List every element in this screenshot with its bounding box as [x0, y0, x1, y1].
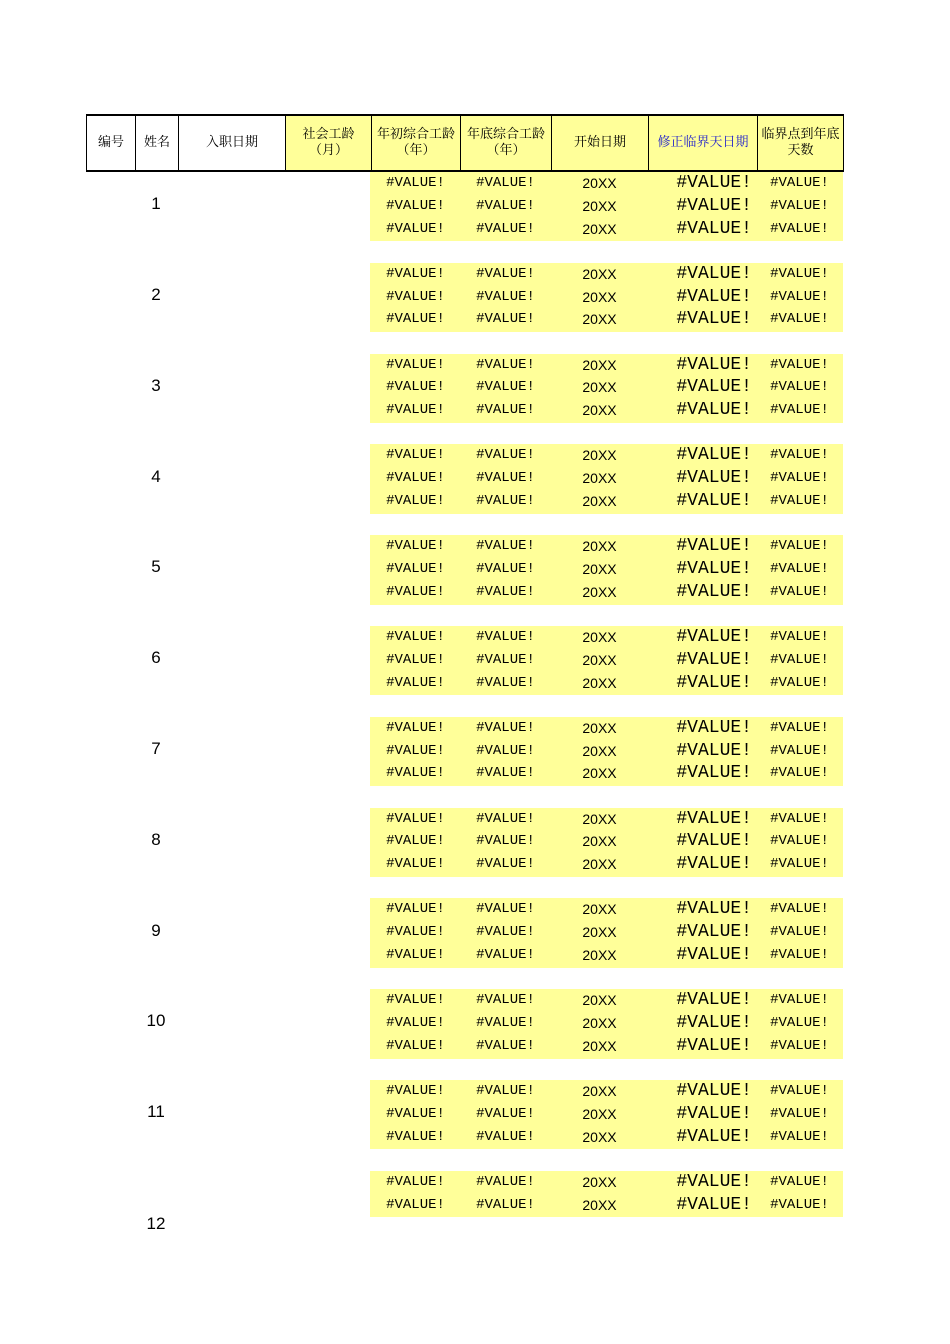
end-year-seniority-cell[interactable]: #VALUE! — [476, 402, 535, 419]
adjusted-critical-date-cell[interactable]: #VALUE! — [676, 1103, 752, 1124]
start-date-cell[interactable]: 20XX — [582, 1037, 617, 1054]
start-year-seniority-cell[interactable]: #VALUE! — [386, 833, 445, 850]
start-date-cell[interactable]: 20XX — [582, 197, 617, 214]
start-date-cell[interactable]: 20XX — [582, 946, 617, 963]
start-year-seniority-cell[interactable]: #VALUE! — [386, 379, 445, 396]
end-year-seniority-cell[interactable]: #VALUE! — [476, 810, 535, 827]
start-year-seniority-cell[interactable]: #VALUE! — [386, 402, 445, 419]
days-to-year-end-cell[interactable]: #VALUE! — [770, 356, 829, 373]
adjusted-critical-date-cell[interactable]: #VALUE! — [676, 1126, 752, 1147]
adjusted-critical-date-cell[interactable]: #VALUE! — [676, 1012, 752, 1033]
adjusted-critical-date-cell[interactable]: #VALUE! — [676, 899, 752, 920]
start-year-seniority-cell[interactable]: #VALUE! — [386, 560, 445, 577]
end-year-seniority-cell[interactable]: #VALUE! — [476, 719, 535, 736]
end-year-seniority-cell[interactable]: #VALUE! — [476, 492, 535, 509]
days-to-year-end-cell[interactable]: #VALUE! — [770, 1105, 829, 1122]
end-year-seniority-cell[interactable]: #VALUE! — [476, 1196, 535, 1213]
start-year-seniority-cell[interactable]: #VALUE! — [386, 651, 445, 668]
end-year-seniority-cell[interactable]: #VALUE! — [476, 924, 535, 941]
days-to-year-end-cell[interactable]: #VALUE! — [770, 1014, 829, 1031]
end-year-seniority-cell[interactable]: #VALUE! — [476, 901, 535, 918]
days-to-year-end-cell[interactable]: #VALUE! — [770, 765, 829, 782]
days-to-year-end-cell[interactable]: #VALUE! — [770, 560, 829, 577]
record-number[interactable]: 4 — [151, 466, 161, 486]
adjusted-critical-date-cell[interactable]: #VALUE! — [676, 581, 752, 602]
record-number[interactable]: 3 — [151, 375, 161, 395]
start-date-cell[interactable]: 20XX — [582, 288, 617, 305]
adjusted-critical-date-cell[interactable]: #VALUE! — [676, 558, 752, 579]
adjusted-critical-date-cell[interactable]: #VALUE! — [676, 854, 752, 875]
start-year-seniority-cell[interactable]: #VALUE! — [386, 175, 445, 191]
start-date-cell[interactable]: 20XX — [582, 992, 617, 1009]
days-to-year-end-cell[interactable]: #VALUE! — [770, 197, 829, 214]
start-year-seniority-cell[interactable]: #VALUE! — [386, 492, 445, 509]
start-date-cell[interactable]: 20XX — [582, 742, 617, 759]
start-date-cell[interactable]: 20XX — [582, 492, 617, 509]
days-to-year-end-cell[interactable]: #VALUE! — [770, 265, 829, 282]
start-date-cell[interactable]: 20XX — [582, 629, 617, 645]
header-id[interactable]: 编号 — [87, 116, 136, 170]
end-year-seniority-cell[interactable]: #VALUE! — [476, 197, 535, 214]
start-year-seniority-cell[interactable]: #VALUE! — [386, 447, 445, 464]
header-end-year-seniority[interactable]: 年底综合工龄（年） — [461, 116, 552, 170]
start-year-seniority-cell[interactable]: #VALUE! — [386, 1128, 445, 1145]
end-year-seniority-cell[interactable]: #VALUE! — [476, 765, 535, 782]
end-year-seniority-cell[interactable]: #VALUE! — [476, 651, 535, 668]
start-year-seniority-cell[interactable]: #VALUE! — [386, 946, 445, 963]
start-year-seniority-cell[interactable]: #VALUE! — [386, 856, 445, 873]
end-year-seniority-cell[interactable]: #VALUE! — [476, 1128, 535, 1145]
start-year-seniority-cell[interactable]: #VALUE! — [386, 197, 445, 214]
start-date-cell[interactable]: 20XX — [582, 719, 617, 736]
start-year-seniority-cell[interactable]: #VALUE! — [386, 992, 445, 1009]
end-year-seniority-cell[interactable]: #VALUE! — [476, 175, 535, 191]
end-year-seniority-cell[interactable]: #VALUE! — [476, 538, 535, 555]
adjusted-critical-date-cell[interactable]: #VALUE! — [676, 1171, 752, 1192]
adjusted-critical-date-cell[interactable]: #VALUE! — [676, 218, 752, 239]
days-to-year-end-cell[interactable]: #VALUE! — [770, 402, 829, 419]
start-year-seniority-cell[interactable]: #VALUE! — [386, 1105, 445, 1122]
days-to-year-end-cell[interactable]: #VALUE! — [770, 1173, 829, 1190]
start-date-cell[interactable]: 20XX — [582, 651, 617, 668]
end-year-seniority-cell[interactable]: #VALUE! — [476, 265, 535, 282]
adjusted-critical-date-cell[interactable]: #VALUE! — [676, 468, 752, 489]
end-year-seniority-cell[interactable]: #VALUE! — [476, 356, 535, 373]
header-start-date[interactable]: 开始日期 — [552, 116, 649, 170]
header-start-year-seniority[interactable]: 年初综合工龄（年） — [372, 116, 461, 170]
days-to-year-end-cell[interactable]: #VALUE! — [770, 1196, 829, 1213]
adjusted-critical-date-cell[interactable]: #VALUE! — [676, 922, 752, 943]
adjusted-critical-date-cell[interactable]: #VALUE! — [676, 990, 752, 1011]
start-year-seniority-cell[interactable]: #VALUE! — [386, 311, 445, 328]
start-date-cell[interactable]: 20XX — [582, 470, 617, 487]
record-number[interactable]: 12 — [146, 1214, 166, 1234]
end-year-seniority-cell[interactable]: #VALUE! — [476, 856, 535, 873]
end-year-seniority-cell[interactable]: #VALUE! — [476, 674, 535, 691]
start-date-cell[interactable]: 20XX — [582, 924, 617, 941]
header-adjusted-critical-date[interactable]: 修正临界天日期 — [649, 116, 758, 170]
start-year-seniority-cell[interactable]: #VALUE! — [386, 674, 445, 691]
start-date-cell[interactable]: 20XX — [582, 220, 617, 237]
record-number[interactable]: 8 — [151, 829, 161, 849]
end-year-seniority-cell[interactable]: #VALUE! — [476, 560, 535, 577]
end-year-seniority-cell[interactable]: #VALUE! — [476, 629, 535, 645]
days-to-year-end-cell[interactable]: #VALUE! — [770, 810, 829, 827]
start-year-seniority-cell[interactable]: #VALUE! — [386, 810, 445, 827]
adjusted-critical-date-cell[interactable]: #VALUE! — [676, 173, 752, 193]
start-year-seniority-cell[interactable]: #VALUE! — [386, 470, 445, 487]
end-year-seniority-cell[interactable]: #VALUE! — [476, 311, 535, 328]
start-date-cell[interactable]: 20XX — [582, 810, 617, 827]
end-year-seniority-cell[interactable]: #VALUE! — [476, 288, 535, 305]
start-date-cell[interactable]: 20XX — [582, 1105, 617, 1122]
days-to-year-end-cell[interactable]: #VALUE! — [770, 629, 829, 645]
end-year-seniority-cell[interactable]: #VALUE! — [476, 992, 535, 1009]
adjusted-critical-date-cell[interactable]: #VALUE! — [676, 1194, 752, 1215]
days-to-year-end-cell[interactable]: #VALUE! — [770, 1128, 829, 1145]
end-year-seniority-cell[interactable]: #VALUE! — [476, 1037, 535, 1054]
days-to-year-end-cell[interactable]: #VALUE! — [770, 719, 829, 736]
end-year-seniority-cell[interactable]: #VALUE! — [476, 946, 535, 963]
adjusted-critical-date-cell[interactable]: #VALUE! — [676, 672, 752, 693]
adjusted-critical-date-cell[interactable]: #VALUE! — [676, 309, 752, 330]
days-to-year-end-cell[interactable]: #VALUE! — [770, 946, 829, 963]
start-year-seniority-cell[interactable]: #VALUE! — [386, 356, 445, 373]
adjusted-critical-date-cell[interactable]: #VALUE! — [676, 808, 752, 829]
start-date-cell[interactable]: 20XX — [582, 560, 617, 577]
days-to-year-end-cell[interactable]: #VALUE! — [770, 470, 829, 487]
adjusted-critical-date-cell[interactable]: #VALUE! — [676, 286, 752, 307]
days-to-year-end-cell[interactable]: #VALUE! — [770, 1037, 829, 1054]
start-date-cell[interactable]: 20XX — [582, 402, 617, 419]
record-number[interactable]: 10 — [146, 1011, 166, 1031]
start-date-cell[interactable]: 20XX — [582, 1196, 617, 1213]
adjusted-critical-date-cell[interactable]: #VALUE! — [676, 536, 752, 557]
start-year-seniority-cell[interactable]: #VALUE! — [386, 538, 445, 555]
start-year-seniority-cell[interactable]: #VALUE! — [386, 1083, 445, 1099]
days-to-year-end-cell[interactable]: #VALUE! — [770, 175, 829, 191]
record-number[interactable]: 2 — [151, 284, 161, 304]
days-to-year-end-cell[interactable]: #VALUE! — [770, 1083, 829, 1099]
days-to-year-end-cell[interactable]: #VALUE! — [770, 742, 829, 759]
days-to-year-end-cell[interactable]: #VALUE! — [770, 538, 829, 555]
adjusted-critical-date-cell[interactable]: #VALUE! — [676, 649, 752, 670]
end-year-seniority-cell[interactable]: #VALUE! — [476, 220, 535, 237]
days-to-year-end-cell[interactable]: #VALUE! — [770, 288, 829, 305]
days-to-year-end-cell[interactable]: #VALUE! — [770, 674, 829, 691]
start-date-cell[interactable]: 20XX — [582, 265, 617, 282]
header-days-to-year-end[interactable]: 临界点到年底天数 — [758, 116, 843, 170]
adjusted-critical-date-cell[interactable]: #VALUE! — [676, 377, 752, 398]
start-date-cell[interactable]: 20XX — [582, 1083, 617, 1099]
days-to-year-end-cell[interactable]: #VALUE! — [770, 220, 829, 237]
record-number[interactable]: 7 — [151, 738, 161, 758]
start-date-cell[interactable]: 20XX — [582, 856, 617, 873]
start-date-cell[interactable]: 20XX — [582, 674, 617, 691]
start-date-cell[interactable]: 20XX — [582, 379, 617, 396]
start-year-seniority-cell[interactable]: #VALUE! — [386, 719, 445, 736]
start-date-cell[interactable]: 20XX — [582, 901, 617, 918]
record-number[interactable]: 6 — [151, 648, 161, 668]
start-year-seniority-cell[interactable]: #VALUE! — [386, 1037, 445, 1054]
adjusted-critical-date-cell[interactable]: #VALUE! — [676, 831, 752, 852]
days-to-year-end-cell[interactable]: #VALUE! — [770, 447, 829, 464]
start-date-cell[interactable]: 20XX — [582, 583, 617, 600]
adjusted-critical-date-cell[interactable]: #VALUE! — [676, 944, 752, 965]
adjusted-critical-date-cell[interactable]: #VALUE! — [676, 195, 752, 216]
days-to-year-end-cell[interactable]: #VALUE! — [770, 583, 829, 600]
start-date-cell[interactable]: 20XX — [582, 765, 617, 782]
start-year-seniority-cell[interactable]: #VALUE! — [386, 924, 445, 941]
start-year-seniority-cell[interactable]: #VALUE! — [386, 901, 445, 918]
adjusted-critical-date-cell[interactable]: #VALUE! — [676, 445, 752, 466]
end-year-seniority-cell[interactable]: #VALUE! — [476, 447, 535, 464]
days-to-year-end-cell[interactable]: #VALUE! — [770, 833, 829, 850]
adjusted-critical-date-cell[interactable]: #VALUE! — [676, 490, 752, 511]
days-to-year-end-cell[interactable]: #VALUE! — [770, 924, 829, 941]
start-date-cell[interactable]: 20XX — [582, 311, 617, 328]
adjusted-critical-date-cell[interactable]: #VALUE! — [676, 400, 752, 421]
record-number[interactable]: 11 — [147, 1102, 165, 1122]
spreadsheet — [86, 114, 844, 1234]
days-to-year-end-cell[interactable]: #VALUE! — [770, 311, 829, 328]
days-to-year-end-cell[interactable]: #VALUE! — [770, 856, 829, 873]
end-year-seniority-cell[interactable]: #VALUE! — [476, 1014, 535, 1031]
start-date-cell[interactable]: 20XX — [582, 447, 617, 464]
start-year-seniority-cell[interactable]: #VALUE! — [386, 765, 445, 782]
end-year-seniority-cell[interactable]: #VALUE! — [476, 379, 535, 396]
end-year-seniority-cell[interactable]: #VALUE! — [476, 742, 535, 759]
start-year-seniority-cell[interactable]: #VALUE! — [386, 220, 445, 237]
record-number[interactable]: 1 — [151, 194, 161, 214]
end-year-seniority-cell[interactable]: #VALUE! — [476, 1083, 535, 1099]
days-to-year-end-cell[interactable]: #VALUE! — [770, 492, 829, 509]
adjusted-critical-date-cell[interactable]: #VALUE! — [676, 263, 752, 284]
end-year-seniority-cell[interactable]: #VALUE! — [476, 583, 535, 600]
header-hire-date[interactable]: 入职日期 — [179, 116, 286, 170]
adjusted-critical-date-cell[interactable]: #VALUE! — [676, 1035, 752, 1056]
days-to-year-end-cell[interactable]: #VALUE! — [770, 379, 829, 396]
start-date-cell[interactable]: 20XX — [582, 833, 617, 850]
end-year-seniority-cell[interactable]: #VALUE! — [476, 1105, 535, 1122]
start-date-cell[interactable]: 20XX — [582, 1014, 617, 1031]
start-date-cell[interactable]: 20XX — [582, 356, 617, 373]
header-social-seniority[interactable]: 社会工龄（月） — [286, 116, 372, 170]
days-to-year-end-cell[interactable]: #VALUE! — [770, 651, 829, 668]
start-year-seniority-cell[interactable]: #VALUE! — [386, 265, 445, 282]
start-date-cell[interactable]: 20XX — [582, 1173, 617, 1190]
record-number[interactable]: 9 — [151, 920, 161, 940]
start-year-seniority-cell[interactable]: #VALUE! — [386, 1014, 445, 1031]
header-name[interactable]: 姓名 — [136, 116, 179, 170]
adjusted-critical-date-cell[interactable]: #VALUE! — [676, 1081, 752, 1101]
start-year-seniority-cell[interactable]: #VALUE! — [386, 629, 445, 645]
adjusted-critical-date-cell[interactable]: #VALUE! — [676, 740, 752, 761]
start-date-cell[interactable]: 20XX — [582, 538, 617, 555]
start-year-seniority-cell[interactable]: #VALUE! — [386, 742, 445, 759]
record-number[interactable]: 5 — [151, 557, 161, 577]
days-to-year-end-cell[interactable]: #VALUE! — [770, 901, 829, 918]
end-year-seniority-cell[interactable]: #VALUE! — [476, 833, 535, 850]
header-row — [86, 114, 844, 172]
start-year-seniority-cell[interactable]: #VALUE! — [386, 583, 445, 600]
start-date-cell[interactable]: 20XX — [582, 1128, 617, 1145]
adjusted-critical-date-cell[interactable]: #VALUE! — [676, 354, 752, 375]
end-year-seniority-cell[interactable]: #VALUE! — [476, 470, 535, 487]
start-year-seniority-cell[interactable]: #VALUE! — [386, 288, 445, 305]
days-to-year-end-cell[interactable]: #VALUE! — [770, 992, 829, 1009]
end-year-seniority-cell[interactable]: #VALUE! — [476, 1173, 535, 1190]
adjusted-critical-date-cell[interactable]: #VALUE! — [676, 763, 752, 784]
adjusted-critical-date-cell[interactable]: #VALUE! — [676, 627, 752, 647]
start-year-seniority-cell[interactable]: #VALUE! — [386, 1196, 445, 1213]
adjusted-critical-date-cell[interactable]: #VALUE! — [676, 717, 752, 738]
start-year-seniority-cell[interactable]: #VALUE! — [386, 1173, 445, 1190]
start-date-cell[interactable]: 20XX — [582, 175, 617, 191]
